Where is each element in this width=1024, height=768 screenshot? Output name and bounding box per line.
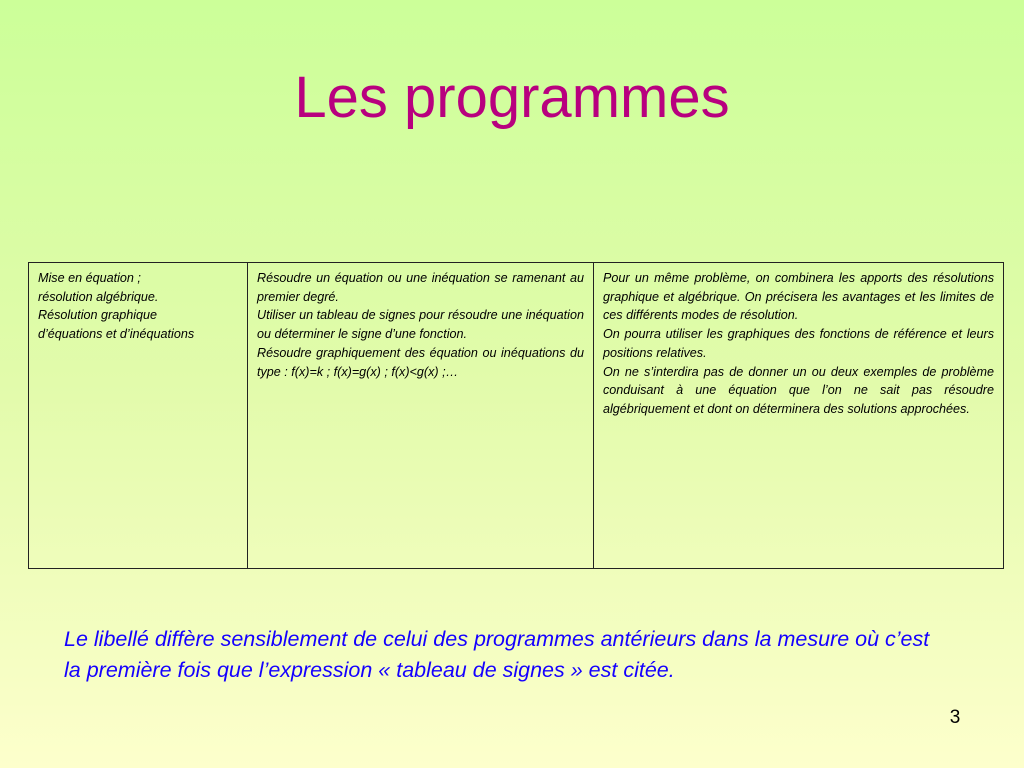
slide-title: Les programmes [294, 65, 730, 130]
table-cell-line: On ne s’interdira pas de donner un ou deux exemples de problème conduisant à une équation que l’on ne sait pas résoudre algébriquement et dont on déterminera des solutions approchées. [603, 364, 994, 416]
table-cell-line: On pourra utiliser les graphiques des fonctions de référence et leurs positions relatives. [603, 327, 994, 360]
table-cell-line: Résolution graphique [38, 308, 158, 323]
table-cell-line: d’équations et d’inéquations [38, 327, 195, 342]
table-cell-line: Pour un même problème, on combinera les apports des résolutions graphique et algébrique. On précisera les avantages et les limites de ces différents modes de résolution. [603, 271, 994, 323]
table-cell-line: Utiliser un tableau de signes pour résoudre une inéquation ou déterminer le signe d’une fonction. [257, 308, 584, 342]
page-number: 3 [949, 707, 961, 728]
table-cell-line: Mise en équation ; [38, 271, 141, 285]
table-cell-line: Résoudre graphiquement des équation ou inéquations du type : f(x)=k ; f(x)=g(x) ; f(x)<g(x) ;… [257, 345, 584, 379]
table-cell-comments [594, 263, 1004, 569]
table-cell-abilities [248, 263, 594, 569]
program-table [28, 262, 1004, 569]
table-cell-line: résolution algébrique. [38, 289, 159, 304]
table-cell-line: Résoudre un équation ou une inéquation se ramenant au premier degré. [257, 271, 584, 304]
comment-text: Le libellé diffère sensiblement de celui des programmes antérieurs dans la mesure où c’est la première fois que l’expression « tableau de signes » est citée. [64, 627, 930, 682]
table-cell-topics [29, 263, 248, 569]
table-row [29, 263, 1004, 569]
